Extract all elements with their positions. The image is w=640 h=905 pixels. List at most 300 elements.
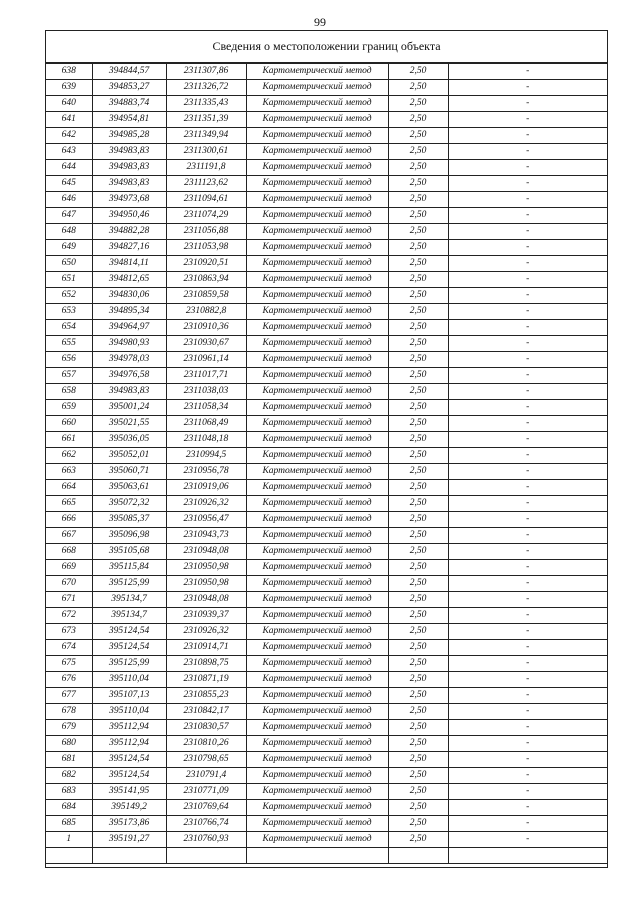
cell-point-number: 650 — [46, 256, 92, 272]
cell-accuracy: 2,50 — [388, 80, 448, 96]
cell-point-number: 667 — [46, 528, 92, 544]
cell-point-number: 660 — [46, 416, 92, 432]
cell-x-coordinate: 395085,37 — [92, 512, 166, 528]
cell-method: Картометрический метод — [246, 368, 388, 384]
table-row — [46, 544, 607, 560]
table-row — [46, 160, 607, 176]
cell-accuracy: 2,50 — [388, 784, 448, 800]
cell-y-coordinate: 2311053,98 — [166, 240, 246, 256]
cell-point-number: 680 — [46, 736, 92, 752]
cell-method: Картометрический метод — [246, 256, 388, 272]
cell-accuracy: 2,50 — [388, 624, 448, 640]
cell-x-coordinate: 395115,84 — [92, 560, 166, 576]
cell-description: - — [448, 752, 607, 768]
table-row — [46, 736, 607, 752]
cell-y-coordinate: 2310950,98 — [166, 560, 246, 576]
cell-method: Картометрический метод — [246, 528, 388, 544]
cell-x-coordinate: 395124,54 — [92, 752, 166, 768]
table-row — [46, 608, 607, 624]
cell-description: - — [448, 416, 607, 432]
cell-method: Картометрический метод — [246, 608, 388, 624]
boundary-coordinates-table — [46, 63, 607, 864]
cell-x-coordinate — [92, 848, 166, 864]
table-row — [46, 448, 607, 464]
cell-x-coordinate: 394983,83 — [92, 176, 166, 192]
cell-point-number: 671 — [46, 592, 92, 608]
table-row — [46, 464, 607, 480]
cell-description: - — [448, 688, 607, 704]
cell-y-coordinate: 2311048,18 — [166, 432, 246, 448]
table-row — [46, 208, 607, 224]
cell-y-coordinate: 2310943,73 — [166, 528, 246, 544]
cell-description: - — [448, 448, 607, 464]
table-row — [46, 144, 607, 160]
cell-description: - — [448, 400, 607, 416]
table-body — [46, 64, 607, 864]
cell-y-coordinate: 2310859,58 — [166, 288, 246, 304]
table-row — [46, 512, 607, 528]
table-row — [46, 96, 607, 112]
cell-x-coordinate: 394950,46 — [92, 208, 166, 224]
table-row — [46, 240, 607, 256]
cell-method: Картометрический метод — [246, 816, 388, 832]
table-row — [46, 192, 607, 208]
table-row — [46, 640, 607, 656]
cell-accuracy: 2,50 — [388, 160, 448, 176]
cell-point-number: 639 — [46, 80, 92, 96]
cell-x-coordinate: 395149,2 — [92, 800, 166, 816]
cell-x-coordinate: 395096,98 — [92, 528, 166, 544]
cell-y-coordinate: 2310939,37 — [166, 608, 246, 624]
cell-method: Картометрический метод — [246, 768, 388, 784]
table-row — [46, 176, 607, 192]
table-row — [46, 624, 607, 640]
table-row — [46, 720, 607, 736]
cell-y-coordinate: 2311056,88 — [166, 224, 246, 240]
cell-method: Картометрический метод — [246, 832, 388, 848]
cell-point-number: 658 — [46, 384, 92, 400]
cell-method: Картометрический метод — [246, 496, 388, 512]
cell-description: - — [448, 384, 607, 400]
cell-point-number: 677 — [46, 688, 92, 704]
cell-accuracy: 2,50 — [388, 576, 448, 592]
table-row — [46, 256, 607, 272]
cell-y-coordinate: 2310920,51 — [166, 256, 246, 272]
cell-description: - — [448, 528, 607, 544]
cell-x-coordinate: 395134,7 — [92, 608, 166, 624]
cell-point-number: 683 — [46, 784, 92, 800]
cell-description: - — [448, 320, 607, 336]
cell-y-coordinate: 2311307,86 — [166, 64, 246, 80]
cell-y-coordinate: 2311349,94 — [166, 128, 246, 144]
cell-method: Картометрический метод — [246, 208, 388, 224]
cell-accuracy: 2,50 — [388, 96, 448, 112]
cell-y-coordinate: 2311038,03 — [166, 384, 246, 400]
cell-accuracy: 2,50 — [388, 304, 448, 320]
cell-description: - — [448, 544, 607, 560]
cell-accuracy: 2,50 — [388, 416, 448, 432]
cell-point-number: 657 — [46, 368, 92, 384]
cell-method: Картометрический метод — [246, 672, 388, 688]
cell-x-coordinate: 395107,13 — [92, 688, 166, 704]
cell-description — [448, 848, 607, 864]
cell-method: Картометрический метод — [246, 416, 388, 432]
cell-x-coordinate: 395124,54 — [92, 640, 166, 656]
cell-method: Картометрический метод — [246, 560, 388, 576]
table-row — [46, 528, 607, 544]
cell-accuracy: 2,50 — [388, 528, 448, 544]
cell-method: Картометрический метод — [246, 432, 388, 448]
table-row — [46, 384, 607, 400]
cell-y-coordinate: 2311017,71 — [166, 368, 246, 384]
cell-description: - — [448, 576, 607, 592]
cell-point-number: 645 — [46, 176, 92, 192]
cell-description: - — [448, 768, 607, 784]
cell-accuracy: 2,50 — [388, 720, 448, 736]
cell-method: Картометрический метод — [246, 592, 388, 608]
cell-method: Картометрический метод — [246, 512, 388, 528]
cell-point-number: 674 — [46, 640, 92, 656]
cell-description: - — [448, 368, 607, 384]
cell-y-coordinate: 2311074,29 — [166, 208, 246, 224]
table-row — [46, 576, 607, 592]
cell-y-coordinate: 2310914,71 — [166, 640, 246, 656]
cell-accuracy: 2,50 — [388, 144, 448, 160]
cell-method: Картометрический метод — [246, 464, 388, 480]
cell-method: Картометрический метод — [246, 96, 388, 112]
cell-y-coordinate: 2310956,78 — [166, 464, 246, 480]
cell-method: Картометрический метод — [246, 272, 388, 288]
cell-point-number: 1 — [46, 832, 92, 848]
cell-point-number: 646 — [46, 192, 92, 208]
cell-description: - — [448, 624, 607, 640]
cell-y-coordinate — [166, 848, 246, 864]
table-row — [46, 672, 607, 688]
cell-x-coordinate: 394895,34 — [92, 304, 166, 320]
cell-method: Картометрический метод — [246, 544, 388, 560]
cell-point-number: 661 — [46, 432, 92, 448]
cell-description: - — [448, 608, 607, 624]
cell-description: - — [448, 784, 607, 800]
cell-y-coordinate: 2310898,75 — [166, 656, 246, 672]
cell-accuracy: 2,50 — [388, 128, 448, 144]
table-row — [46, 128, 607, 144]
cell-point-number: 673 — [46, 624, 92, 640]
cell-accuracy: 2,50 — [388, 240, 448, 256]
cell-accuracy: 2,50 — [388, 432, 448, 448]
cell-x-coordinate: 394985,28 — [92, 128, 166, 144]
cell-description: - — [448, 112, 607, 128]
cell-accuracy: 2,50 — [388, 560, 448, 576]
cell-point-number: 685 — [46, 816, 92, 832]
cell-x-coordinate: 394814,11 — [92, 256, 166, 272]
cell-accuracy: 2,50 — [388, 448, 448, 464]
cell-method: Картометрический метод — [246, 304, 388, 320]
cell-description: - — [448, 208, 607, 224]
cell-y-coordinate: 2310948,08 — [166, 592, 246, 608]
cell-method: Картометрический метод — [246, 128, 388, 144]
cell-x-coordinate: 395072,32 — [92, 496, 166, 512]
cell-y-coordinate: 2311326,72 — [166, 80, 246, 96]
cell-accuracy: 2,50 — [388, 816, 448, 832]
cell-method: Картометрический метод — [246, 704, 388, 720]
cell-point-number: 678 — [46, 704, 92, 720]
cell-y-coordinate: 2311335,43 — [166, 96, 246, 112]
cell-point-number: 676 — [46, 672, 92, 688]
cell-x-coordinate: 395124,54 — [92, 624, 166, 640]
cell-description: - — [448, 656, 607, 672]
cell-y-coordinate: 2310766,74 — [166, 816, 246, 832]
cell-description: - — [448, 736, 607, 752]
cell-method: Картометрический метод — [246, 448, 388, 464]
table-row — [46, 816, 607, 832]
table-row — [46, 432, 607, 448]
cell-accuracy: 2,50 — [388, 512, 448, 528]
cell-x-coordinate: 395036,05 — [92, 432, 166, 448]
cell-accuracy: 2,50 — [388, 656, 448, 672]
table-row — [46, 272, 607, 288]
cell-accuracy: 2,50 — [388, 480, 448, 496]
table-row — [46, 752, 607, 768]
cell-description: - — [448, 192, 607, 208]
cell-accuracy: 2,50 — [388, 64, 448, 80]
cell-accuracy: 2,50 — [388, 704, 448, 720]
table-row — [46, 224, 607, 240]
cell-method: Картометрический метод — [246, 240, 388, 256]
cell-method — [246, 848, 388, 864]
cell-point-number: 664 — [46, 480, 92, 496]
cell-accuracy: 2,50 — [388, 672, 448, 688]
cell-y-coordinate: 2311351,39 — [166, 112, 246, 128]
cell-point-number — [46, 848, 92, 864]
cell-method: Картометрический метод — [246, 176, 388, 192]
cell-y-coordinate: 2311123,62 — [166, 176, 246, 192]
cell-y-coordinate: 2310950,98 — [166, 576, 246, 592]
cell-method: Картометрический метод — [246, 224, 388, 240]
cell-method: Картометрический метод — [246, 336, 388, 352]
cell-description: - — [448, 144, 607, 160]
cell-description: - — [448, 464, 607, 480]
cell-y-coordinate: 2310855,23 — [166, 688, 246, 704]
cell-x-coordinate: 394983,83 — [92, 160, 166, 176]
cell-y-coordinate: 2310956,47 — [166, 512, 246, 528]
cell-method: Картометрический метод — [246, 160, 388, 176]
cell-point-number: 652 — [46, 288, 92, 304]
table-row — [46, 496, 607, 512]
section-title: Сведения о местоположении границ объекта — [46, 31, 607, 63]
boundary-section-frame — [45, 30, 608, 868]
cell-y-coordinate: 2310882,8 — [166, 304, 246, 320]
cell-y-coordinate: 2310871,19 — [166, 672, 246, 688]
cell-point-number: 682 — [46, 768, 92, 784]
cell-y-coordinate: 2310926,32 — [166, 496, 246, 512]
cell-y-coordinate: 2310769,64 — [166, 800, 246, 816]
cell-method: Картометрический метод — [246, 320, 388, 336]
cell-y-coordinate: 2311094,61 — [166, 192, 246, 208]
cell-x-coordinate: 394983,83 — [92, 144, 166, 160]
table-row — [46, 368, 607, 384]
cell-description: - — [448, 96, 607, 112]
cell-x-coordinate: 395110,04 — [92, 704, 166, 720]
cell-description: - — [448, 496, 607, 512]
cell-method: Картометрический метод — [246, 800, 388, 816]
cell-accuracy: 2,50 — [388, 192, 448, 208]
cell-accuracy: 2,50 — [388, 640, 448, 656]
cell-accuracy: 2,50 — [388, 464, 448, 480]
cell-description: - — [448, 80, 607, 96]
cell-x-coordinate: 395052,01 — [92, 448, 166, 464]
cell-point-number: 653 — [46, 304, 92, 320]
cell-description: - — [448, 64, 607, 80]
cell-description: - — [448, 672, 607, 688]
cell-point-number: 640 — [46, 96, 92, 112]
table-row — [46, 800, 607, 816]
cell-description: - — [448, 288, 607, 304]
table-row — [46, 592, 607, 608]
cell-method: Картометрический метод — [246, 480, 388, 496]
cell-point-number: 654 — [46, 320, 92, 336]
cell-x-coordinate: 395060,71 — [92, 464, 166, 480]
table-row — [46, 480, 607, 496]
cell-y-coordinate: 2310810,26 — [166, 736, 246, 752]
cell-accuracy: 2,50 — [388, 736, 448, 752]
cell-method: Картометрический метод — [246, 688, 388, 704]
cell-accuracy: 2,50 — [388, 336, 448, 352]
cell-description: - — [448, 240, 607, 256]
table-row — [46, 64, 607, 80]
cell-accuracy: 2,50 — [388, 800, 448, 816]
cell-y-coordinate: 2311068,49 — [166, 416, 246, 432]
cell-point-number: 649 — [46, 240, 92, 256]
cell-description: - — [448, 816, 607, 832]
cell-x-coordinate: 395141,95 — [92, 784, 166, 800]
cell-point-number: 659 — [46, 400, 92, 416]
cell-x-coordinate: 394978,03 — [92, 352, 166, 368]
table-row — [46, 416, 607, 432]
cell-method: Картометрический метод — [246, 624, 388, 640]
cell-point-number: 656 — [46, 352, 92, 368]
cell-method: Картометрический метод — [246, 576, 388, 592]
table-row — [46, 400, 607, 416]
cell-accuracy: 2,50 — [388, 368, 448, 384]
cell-point-number: 684 — [46, 800, 92, 816]
cell-description: - — [448, 832, 607, 848]
cell-description: - — [448, 480, 607, 496]
cell-x-coordinate: 394976,58 — [92, 368, 166, 384]
cell-y-coordinate: 2310948,08 — [166, 544, 246, 560]
table-row — [46, 704, 607, 720]
cell-accuracy: 2,50 — [388, 496, 448, 512]
cell-x-coordinate: 395112,94 — [92, 736, 166, 752]
cell-x-coordinate: 394964,97 — [92, 320, 166, 336]
cell-y-coordinate: 2310910,36 — [166, 320, 246, 336]
cell-x-coordinate: 395105,68 — [92, 544, 166, 560]
cell-accuracy: 2,50 — [388, 384, 448, 400]
cell-accuracy: 2,50 — [388, 288, 448, 304]
cell-y-coordinate: 2310771,09 — [166, 784, 246, 800]
cell-accuracy: 2,50 — [388, 352, 448, 368]
cell-y-coordinate: 2310994,5 — [166, 448, 246, 464]
cell-y-coordinate: 2310930,67 — [166, 336, 246, 352]
table-row — [46, 112, 607, 128]
cell-y-coordinate: 2310760,93 — [166, 832, 246, 848]
cell-accuracy: 2,50 — [388, 112, 448, 128]
cell-x-coordinate: 395110,04 — [92, 672, 166, 688]
cell-point-number: 643 — [46, 144, 92, 160]
cell-point-number: 641 — [46, 112, 92, 128]
cell-point-number: 665 — [46, 496, 92, 512]
table-row — [46, 304, 607, 320]
cell-accuracy: 2,50 — [388, 400, 448, 416]
table-row — [46, 848, 607, 864]
cell-accuracy: 2,50 — [388, 272, 448, 288]
cell-y-coordinate: 2311058,34 — [166, 400, 246, 416]
cell-accuracy: 2,50 — [388, 768, 448, 784]
cell-accuracy: 2,50 — [388, 176, 448, 192]
cell-point-number: 679 — [46, 720, 92, 736]
cell-x-coordinate: 394827,16 — [92, 240, 166, 256]
cell-method: Картометрический метод — [246, 112, 388, 128]
cell-accuracy — [388, 848, 448, 864]
cell-description: - — [448, 256, 607, 272]
cell-method: Картометрический метод — [246, 80, 388, 96]
cell-point-number: 675 — [46, 656, 92, 672]
cell-method: Картометрический метод — [246, 400, 388, 416]
cell-x-coordinate: 394812,65 — [92, 272, 166, 288]
cell-method: Картометрический метод — [246, 640, 388, 656]
cell-description: - — [448, 336, 607, 352]
cell-point-number: 662 — [46, 448, 92, 464]
cell-accuracy: 2,50 — [388, 832, 448, 848]
cell-accuracy: 2,50 — [388, 544, 448, 560]
table-row — [46, 336, 607, 352]
cell-method: Картометрический метод — [246, 752, 388, 768]
cell-x-coordinate: 394882,28 — [92, 224, 166, 240]
cell-x-coordinate: 395112,94 — [92, 720, 166, 736]
cell-x-coordinate: 394883,74 — [92, 96, 166, 112]
cell-description: - — [448, 640, 607, 656]
page-number: 99 — [314, 15, 326, 29]
cell-x-coordinate: 394853,27 — [92, 80, 166, 96]
cell-description: - — [448, 128, 607, 144]
cell-accuracy: 2,50 — [388, 752, 448, 768]
cell-method: Картометрический метод — [246, 784, 388, 800]
cell-y-coordinate: 2310830,57 — [166, 720, 246, 736]
cell-method: Картометрический метод — [246, 656, 388, 672]
cell-point-number: 655 — [46, 336, 92, 352]
cell-x-coordinate: 395063,61 — [92, 480, 166, 496]
cell-x-coordinate: 394844,57 — [92, 64, 166, 80]
cell-point-number: 670 — [46, 576, 92, 592]
cell-accuracy: 2,50 — [388, 688, 448, 704]
cell-point-number: 644 — [46, 160, 92, 176]
cell-description: - — [448, 704, 607, 720]
cell-x-coordinate: 395001,24 — [92, 400, 166, 416]
cell-y-coordinate: 2310791,4 — [166, 768, 246, 784]
cell-accuracy: 2,50 — [388, 592, 448, 608]
table-row — [46, 80, 607, 96]
cell-description: - — [448, 304, 607, 320]
cell-y-coordinate: 2310919,06 — [166, 480, 246, 496]
cell-point-number: 647 — [46, 208, 92, 224]
cell-description: - — [448, 176, 607, 192]
cell-x-coordinate: 395191,27 — [92, 832, 166, 848]
cell-description: - — [448, 160, 607, 176]
cell-x-coordinate: 394973,68 — [92, 192, 166, 208]
cell-point-number: 669 — [46, 560, 92, 576]
cell-description: - — [448, 592, 607, 608]
table-row — [46, 656, 607, 672]
